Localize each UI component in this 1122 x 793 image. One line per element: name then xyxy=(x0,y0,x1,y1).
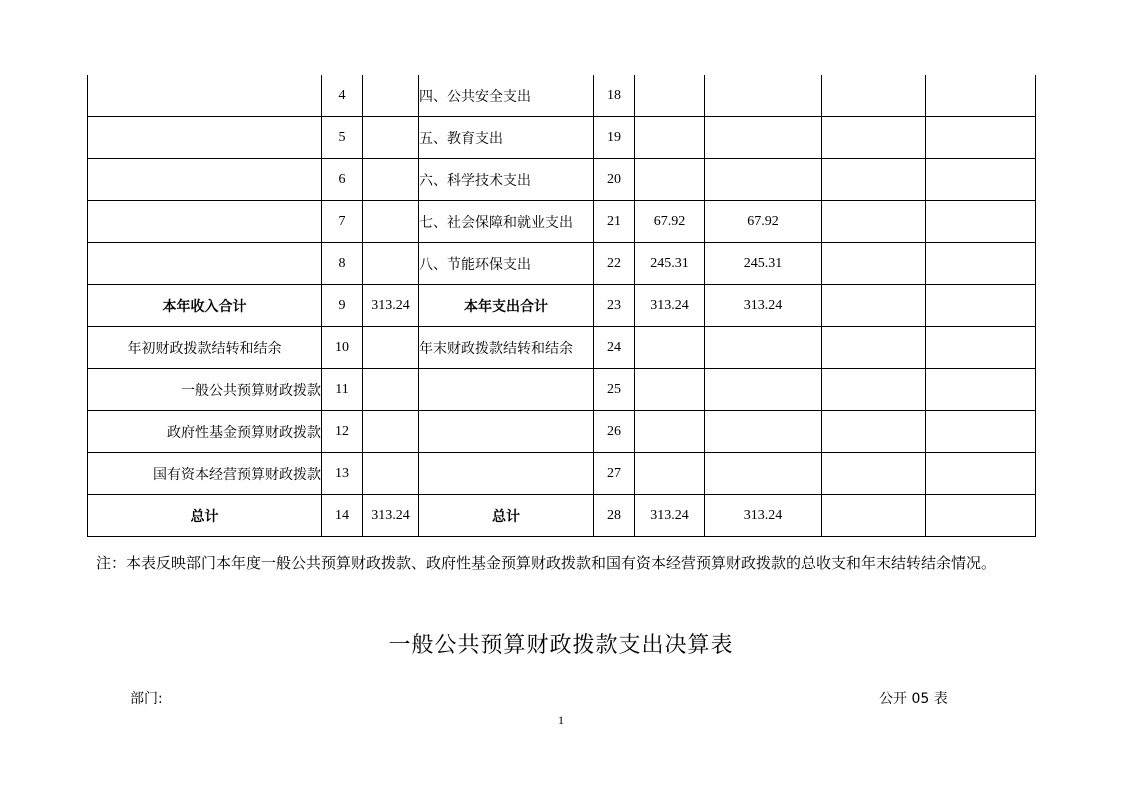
page-number: 1 xyxy=(558,713,564,727)
income-item-cell: 总计 xyxy=(88,495,322,537)
expense-item-cell: 八、节能环保支出 xyxy=(419,243,594,285)
expense-other-cell xyxy=(926,411,1036,453)
expense-item-cell: 六、科学技术支出 xyxy=(419,159,594,201)
expense-item-cell xyxy=(419,453,594,495)
income-item-cell: 本年收入合计 xyxy=(88,285,322,327)
income-line-number-cell: 10 xyxy=(322,327,363,369)
expense-total-cell xyxy=(635,75,705,117)
expense-line-number-cell: 21 xyxy=(594,201,635,243)
expense-line-number-cell: 23 xyxy=(594,285,635,327)
expense-total-cell: 313.24 xyxy=(635,495,705,537)
income-item-cell: 年初财政拨款结转和结余 xyxy=(88,327,322,369)
department-label: 部门: xyxy=(130,691,163,707)
expense-basic-cell xyxy=(705,369,822,411)
expense-total-cell: 245.31 xyxy=(635,243,705,285)
income-amount-cell xyxy=(363,369,419,411)
income-line-number-cell: 11 xyxy=(322,369,363,411)
expense-total-cell: 67.92 xyxy=(635,201,705,243)
form-number: 公开 05 表 xyxy=(879,691,948,707)
income-amount-cell xyxy=(363,201,419,243)
expense-project-cell xyxy=(822,201,926,243)
next-table-title: 一般公共预算财政拨款支出决算表 xyxy=(388,633,734,658)
table-row xyxy=(88,159,1036,201)
income-amount-cell xyxy=(363,159,419,201)
expense-project-cell xyxy=(822,369,926,411)
income-line-number-cell: 4 xyxy=(322,75,363,117)
expense-project-cell xyxy=(822,117,926,159)
income-amount-cell xyxy=(363,327,419,369)
expense-line-number-cell: 19 xyxy=(594,117,635,159)
income-amount-cell xyxy=(363,453,419,495)
income-amount-cell xyxy=(363,411,419,453)
budget-table xyxy=(87,75,1036,537)
income-item-cell xyxy=(88,201,322,243)
expense-total-cell xyxy=(635,327,705,369)
table-row xyxy=(88,117,1036,159)
expense-item-cell: 五、教育支出 xyxy=(419,117,594,159)
income-item-cell xyxy=(88,243,322,285)
expense-item-cell: 本年支出合计 xyxy=(419,285,594,327)
expense-line-number-cell: 27 xyxy=(594,453,635,495)
expense-line-number-cell: 18 xyxy=(594,75,635,117)
expense-item-cell: 四、公共安全支出 xyxy=(419,75,594,117)
expense-total-cell xyxy=(635,411,705,453)
expense-project-cell xyxy=(822,75,926,117)
income-amount-cell xyxy=(363,243,419,285)
income-line-number-cell: 5 xyxy=(322,117,363,159)
expense-item-cell: 七、社会保障和就业支出 xyxy=(419,201,594,243)
expense-other-cell xyxy=(926,159,1036,201)
table-row xyxy=(88,201,1036,243)
table-row xyxy=(88,369,1036,411)
expense-line-number-cell: 20 xyxy=(594,159,635,201)
expense-basic-cell: 245.31 xyxy=(705,243,822,285)
income-amount-cell: 313.24 xyxy=(363,285,419,327)
income-line-number-cell: 9 xyxy=(322,285,363,327)
expense-project-cell xyxy=(822,495,926,537)
expense-total-cell xyxy=(635,453,705,495)
income-amount-cell xyxy=(363,75,419,117)
expense-basic-cell: 313.24 xyxy=(705,495,822,537)
income-line-number-cell: 6 xyxy=(322,159,363,201)
expense-other-cell xyxy=(926,117,1036,159)
table-note: 注：本表反映部门本年度一般公共预算财政拨款、政府性基金预算财政拨款和国有资本经营预算财政拨款的总收支和年末结转结余情况。 xyxy=(96,554,997,572)
expense-line-number-cell: 25 xyxy=(594,369,635,411)
expense-total-cell: 313.24 xyxy=(635,285,705,327)
expense-basic-cell: 67.92 xyxy=(705,201,822,243)
income-line-number-cell: 7 xyxy=(322,201,363,243)
income-amount-cell xyxy=(363,117,419,159)
expense-line-number-cell: 26 xyxy=(594,411,635,453)
income-amount-cell: 313.24 xyxy=(363,495,419,537)
expense-other-cell xyxy=(926,201,1036,243)
expense-project-cell xyxy=(822,453,926,495)
expense-other-cell xyxy=(926,285,1036,327)
expense-project-cell xyxy=(822,411,926,453)
expense-item-cell: 年末财政拨款结转和结余 xyxy=(419,327,594,369)
expense-total-cell xyxy=(635,117,705,159)
table-row xyxy=(88,285,1036,327)
table-row xyxy=(88,495,1036,537)
expense-total-cell xyxy=(635,159,705,201)
expense-basic-cell xyxy=(705,159,822,201)
expense-other-cell xyxy=(926,495,1036,537)
expense-total-cell xyxy=(635,369,705,411)
expense-item-cell: 总计 xyxy=(419,495,594,537)
expense-other-cell xyxy=(926,75,1036,117)
expense-basic-cell xyxy=(705,411,822,453)
budget-table-body xyxy=(88,75,1036,537)
income-item-cell xyxy=(88,159,322,201)
expense-item-cell xyxy=(419,411,594,453)
table-row xyxy=(88,327,1036,369)
expense-basic-cell xyxy=(705,75,822,117)
expense-other-cell xyxy=(926,327,1036,369)
table-row xyxy=(88,453,1036,495)
expense-item-cell xyxy=(419,369,594,411)
income-item-cell xyxy=(88,75,322,117)
expense-basic-cell xyxy=(705,453,822,495)
expense-line-number-cell: 24 xyxy=(594,327,635,369)
expense-basic-cell: 313.24 xyxy=(705,285,822,327)
expense-other-cell xyxy=(926,369,1036,411)
expense-line-number-cell: 28 xyxy=(594,495,635,537)
income-item-cell: 政府性基金预算财政拨款 xyxy=(88,411,322,453)
expense-basic-cell xyxy=(705,327,822,369)
expense-other-cell xyxy=(926,243,1036,285)
expense-basic-cell xyxy=(705,117,822,159)
income-line-number-cell: 12 xyxy=(322,411,363,453)
table-row xyxy=(88,411,1036,453)
expense-other-cell xyxy=(926,453,1036,495)
income-line-number-cell: 13 xyxy=(322,453,363,495)
income-item-cell: 一般公共预算财政拨款 xyxy=(88,369,322,411)
income-line-number-cell: 8 xyxy=(322,243,363,285)
table-row xyxy=(88,243,1036,285)
expense-project-cell xyxy=(822,159,926,201)
table-row xyxy=(88,75,1036,117)
income-line-number-cell: 14 xyxy=(322,495,363,537)
expense-project-cell xyxy=(822,327,926,369)
income-item-cell: 国有资本经营预算财政拨款 xyxy=(88,453,322,495)
expense-project-cell xyxy=(822,243,926,285)
expense-line-number-cell: 22 xyxy=(594,243,635,285)
income-item-cell xyxy=(88,117,322,159)
expense-project-cell xyxy=(822,285,926,327)
